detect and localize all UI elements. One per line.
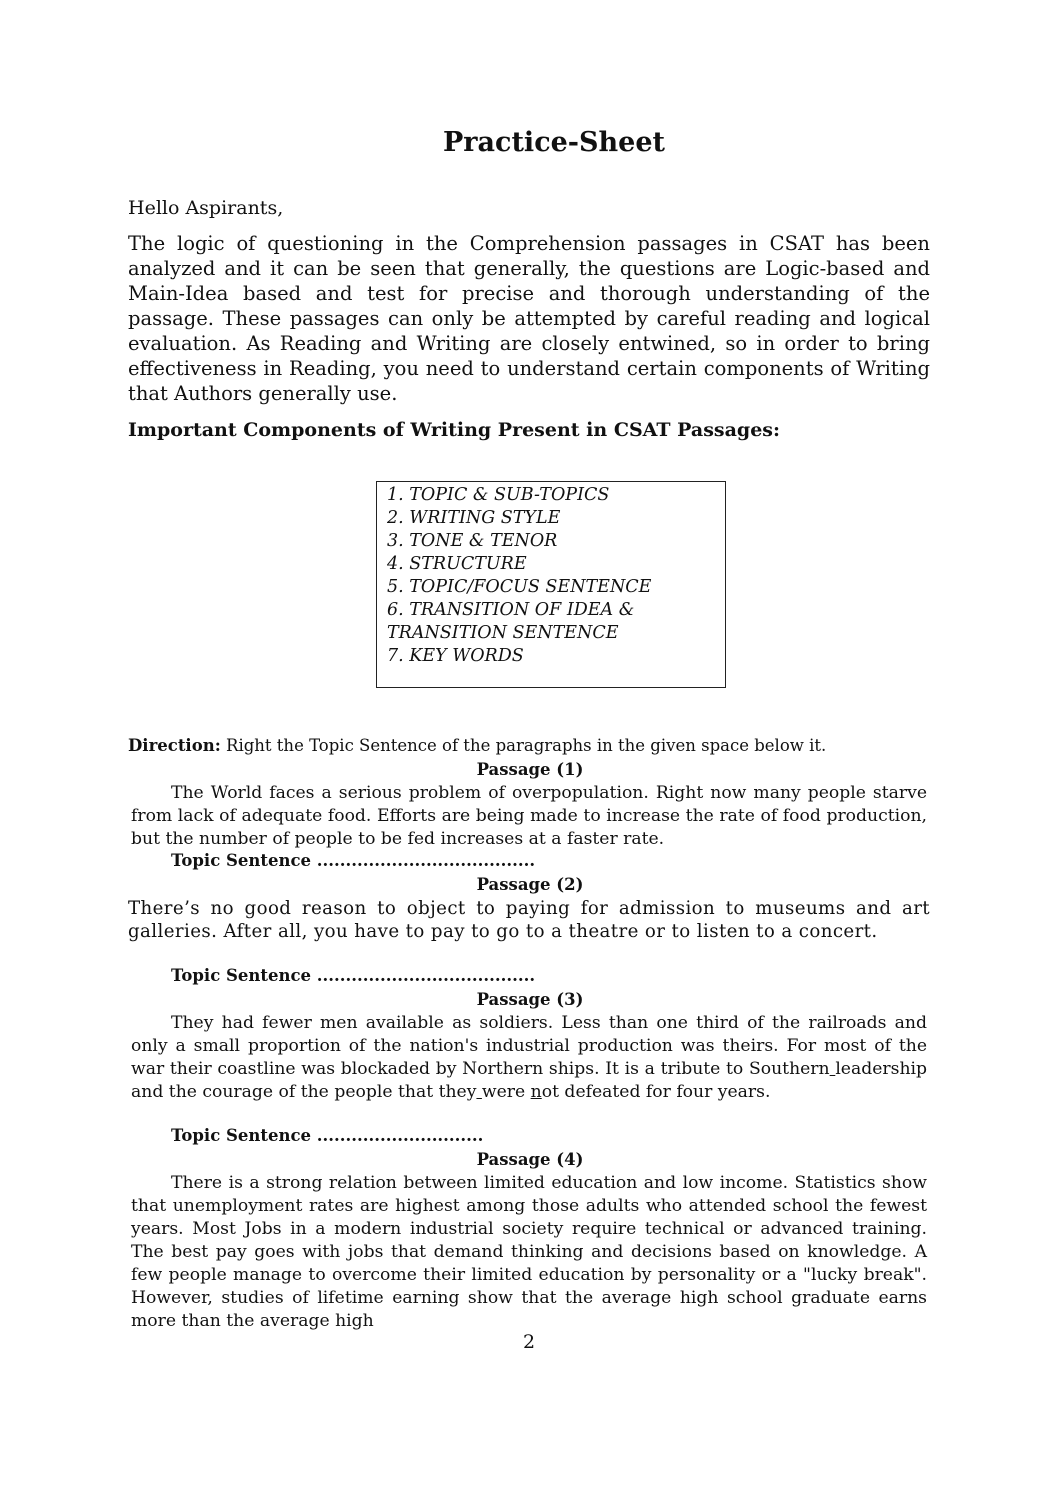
component-item: 2. WRITING STYLE — [387, 508, 561, 528]
passage-3-topic-sentence: Topic Sentence ............................. — [171, 1126, 484, 1145]
greeting: Hello Aspirants, — [128, 197, 284, 219]
page-number: 2 — [522, 1331, 536, 1353]
components-heading: Important Components of Writing Present in CSAT Passages: — [128, 419, 780, 441]
passage-3-heading: Passage (3) — [476, 990, 584, 1009]
passage-3-text-part: ot defeated for four years. — [541, 1082, 771, 1102]
passage-3-text-part: They had fewer men available as soldiers. Less than one third of the railroads and only a small proportion of the nation's industrial production was theirs. For most of the war their coastline was blockaded by Northern ships. It is a tribute to Southern — [131, 1013, 927, 1079]
passage-2-text: There’s no good reason to object to paying for admission to museums and art galleries. After all, you have to pay to go to a theatre or to listen to a concert. — [128, 898, 930, 942]
passage-3-underlined-letter: n — [530, 1082, 542, 1102]
component-item: 1. TOPIC & SUB-TOPICS — [387, 485, 610, 505]
direction-line — [128, 736, 826, 755]
component-item: 4. STRUCTURE — [387, 554, 527, 574]
components-box — [376, 481, 726, 688]
component-item: 7. KEY WORDS — [387, 646, 524, 666]
component-item: 3. TONE & TENOR — [387, 531, 558, 551]
intro-paragraph: The logic of questioning in the Comprehension passages in CSAT has been analyzed and it can be seen that generally, the questions are Logic-based and Main-Idea based and test for precise and thorough understanding of the passage. These passages can only be attempted by careful reading and logical evaluation. As Reading and Writing are closely entwined, so in order to bring effectiveness in Reading, you need to understand certain components of Writing that Authors generally use. — [128, 232, 930, 405]
component-item: 6. TRANSITION OF IDEA & — [387, 600, 635, 620]
passage-1-topic-sentence: Topic Sentence ...................................... — [171, 851, 536, 870]
passage-3-text-part: were — [481, 1082, 531, 1102]
passage-2-heading: Passage (2) — [476, 875, 584, 894]
passage-1-text: The World faces a serious problem of overpopulation. Right now many people starve from lack of adequate food. Efforts are being made to increase the rate of food production, but the number of people to be fed increases at a faster rate. — [131, 783, 927, 849]
passage-4-heading: Passage (4) — [476, 1150, 584, 1169]
component-item: 5. TOPIC/FOCUS SENTENCE — [387, 577, 652, 597]
page-title: Practice-Sheet — [443, 127, 665, 158]
passage-3-text — [131, 1012, 927, 1104]
component-item: TRANSITION SENTENCE — [387, 623, 619, 643]
passage-3-text-part: leadership and the courage of the people that they — [131, 1059, 928, 1102]
passage-1-heading: Passage (1) — [476, 760, 584, 779]
direction-label: Direction: — [128, 736, 221, 755]
passage-4-text: There is a strong relation between limited education and low income. Statistics show that unemployment rates are highest among those adults who attended school the fewest years. Most Jobs in a modern industrial society require technical or advanced training. The best pay goes with jobs that demand thinking and decisions based on knowledge. A few people manage to overcome their limited education by personality or a "lucky break". However, studies of lifetime earning show that the average high school graduate earns more than the average high — [131, 1173, 927, 1331]
passage-2-topic-sentence: Topic Sentence ...................................... — [171, 966, 536, 985]
direction-text: Right the Topic Sentence of the paragraphs in the given space below it. — [220, 736, 827, 755]
